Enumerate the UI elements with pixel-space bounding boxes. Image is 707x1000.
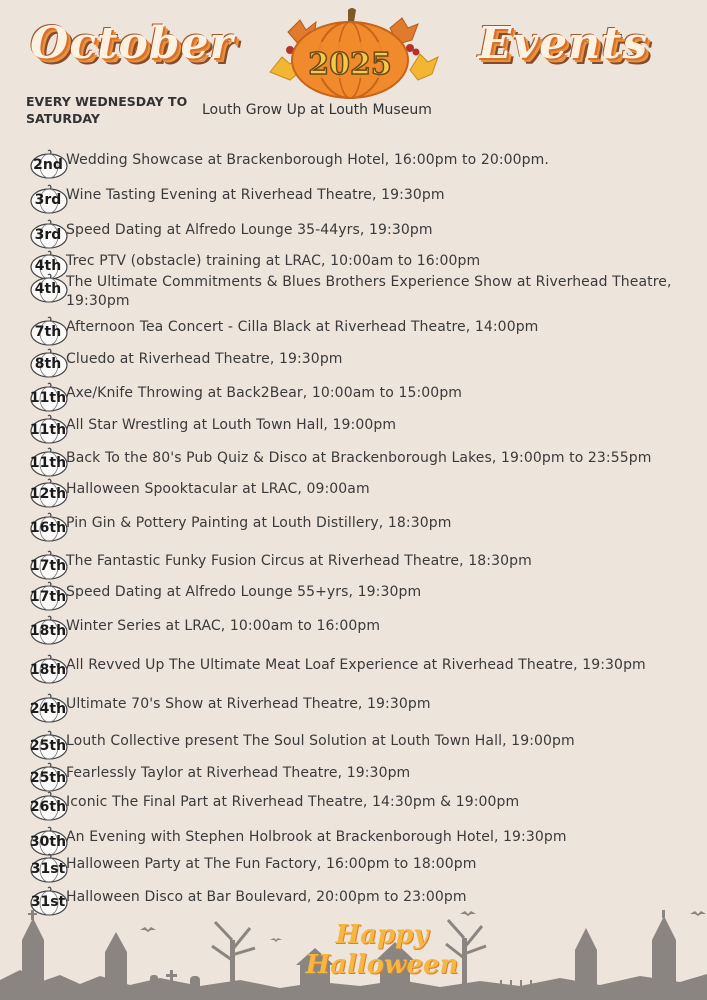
event-date: 18th: [29, 662, 67, 678]
event-date: 17th: [29, 558, 67, 574]
event-description: All Revved Up The Ultimate Meat Loaf Experience at Riverhead Theatre, 19:30pm: [66, 657, 646, 673]
pumpkin-date-badge: [29, 853, 69, 883]
event-date: 4th: [34, 258, 62, 274]
event-description: Wine Tasting Evening at Riverhead Theatre, 19:30pm: [66, 187, 445, 203]
event-description: Afternoon Tea Concert - Cilla Black at Riverhead Theatre, 14:00pm: [66, 319, 539, 335]
event-date: 25th: [29, 738, 67, 754]
pumpkin-date-badge: [29, 478, 69, 508]
event-description: All Star Wrestling at Louth Town Hall, 19:00pm: [66, 417, 397, 433]
event-description: Back To the 80's Pub Quiz & Disco at Brackenborough Lakes, 19:00pm to 23:55pm: [66, 450, 652, 466]
pumpkin-date-badge: [29, 414, 69, 444]
event-description: The Fantastic Funky Fusion Circus at Riverhead Theatre, 18:30pm: [66, 553, 532, 569]
event-description: Iconic The Final Part at Riverhead Theatre, 14:30pm & 19:00pm: [66, 794, 520, 810]
event-date: 16th: [29, 520, 67, 536]
event-description: Fearlessly Taylor at Riverhead Theatre, 19:30pm: [66, 765, 411, 781]
event-date: 3rd: [34, 227, 62, 243]
weekly-event: Louth Grow Up at Louth Museum: [202, 102, 432, 118]
pumpkin-icon: [260, 2, 440, 102]
event-date: 4th: [34, 281, 62, 297]
happy-line: Happy: [335, 920, 429, 950]
event-date: 25th: [29, 770, 67, 786]
event-description: An Evening with Stephen Holbrook at Brackenborough Hotel, 19:30pm: [66, 829, 567, 845]
pumpkin-date-badge: [29, 447, 69, 477]
event-description: Halloween Spooktacular at LRAC, 09:00am: [66, 481, 370, 497]
event-description: Pin Gin & Pottery Painting at Louth Distillery, 18:30pm: [66, 515, 452, 531]
pumpkin-date-badge: [29, 382, 69, 412]
pumpkin-date-badge: [29, 826, 69, 856]
event-description: Ultimate 70's Show at Riverhead Theatre, 19:30pm: [66, 696, 431, 712]
pumpkin-date-badge: [29, 219, 69, 249]
event-description: Cluedo at Riverhead Theatre, 19:30pm: [66, 351, 343, 367]
pumpkin-date-badge: [29, 730, 69, 760]
event-date: 3rd: [34, 192, 62, 208]
event-date: 17th: [29, 589, 67, 605]
pumpkin-date-badge: [29, 149, 69, 179]
event-description: Winter Series at LRAC, 10:00am to 16:00pm: [66, 618, 381, 634]
event-date: 11th: [29, 455, 67, 471]
pumpkin-date-badge: [29, 316, 69, 346]
event-description: Trec PTV (obstacle) training at LRAC, 10:00am to 16:00pm: [66, 253, 481, 269]
event-date: 2nd: [33, 157, 63, 173]
event-date: 24th: [29, 701, 67, 717]
halloween-line: Halloween: [305, 950, 459, 980]
pumpkin-date-badge: [29, 791, 69, 821]
title-events: Events: [478, 18, 649, 69]
event-date: 11th: [29, 390, 67, 406]
pumpkin-date-badge: [29, 654, 69, 684]
event-date: 30th: [29, 834, 67, 850]
event-description: Halloween Disco at Bar Boulevard, 20:00pm to 23:00pm: [66, 889, 467, 905]
event-description: Wedding Showcase at Brackenborough Hotel, 16:00pm to 20:00pm.: [66, 152, 549, 168]
event-description: Speed Dating at Alfredo Lounge 55+yrs, 19:30pm: [66, 584, 422, 600]
event-date: 7th: [34, 324, 62, 340]
event-date: 11th: [29, 422, 67, 438]
pumpkin-date-badge: [29, 512, 69, 542]
event-date: 18th: [29, 623, 67, 639]
event-description: The Ultimate Commitments & Blues Brothers Experience Show at Riverhead Theatre, 19:30pm: [66, 274, 672, 309]
pumpkin-date-badge: [29, 693, 69, 723]
event-description: Halloween Party at The Fun Factory, 16:00pm to 18:00pm: [66, 856, 477, 872]
pumpkin-date-badge: [29, 184, 69, 214]
event-date: 31st: [30, 861, 66, 877]
year-label: 2025: [308, 47, 392, 82]
event-date: 26th: [29, 799, 67, 815]
pumpkin-date-badge: [29, 762, 69, 792]
pumpkin-date-badge: [29, 348, 69, 378]
pumpkin-date-badge: [29, 273, 69, 303]
event-date: 31st: [30, 894, 66, 910]
pumpkin-date-badge: [29, 550, 69, 580]
event-date: 12th: [29, 486, 67, 502]
event-description: Speed Dating at Alfredo Lounge 35-44yrs, 19:30pm: [66, 222, 433, 238]
event-description: Louth Collective present The Soul Solution at Louth Town Hall, 19:00pm: [66, 733, 575, 749]
event-date: 8th: [34, 356, 62, 372]
pumpkin-date-badge: [29, 615, 69, 645]
title-october: October: [30, 18, 234, 69]
happy-halloween-text: [302, 920, 462, 980]
weekly-label: EVERY WEDNESDAY TO SATURDAY: [26, 94, 188, 126]
event-description: Axe/Knife Throwing at Back2Bear, 10:00am to 15:00pm: [66, 385, 463, 401]
pumpkin-date-badge: [29, 581, 69, 611]
